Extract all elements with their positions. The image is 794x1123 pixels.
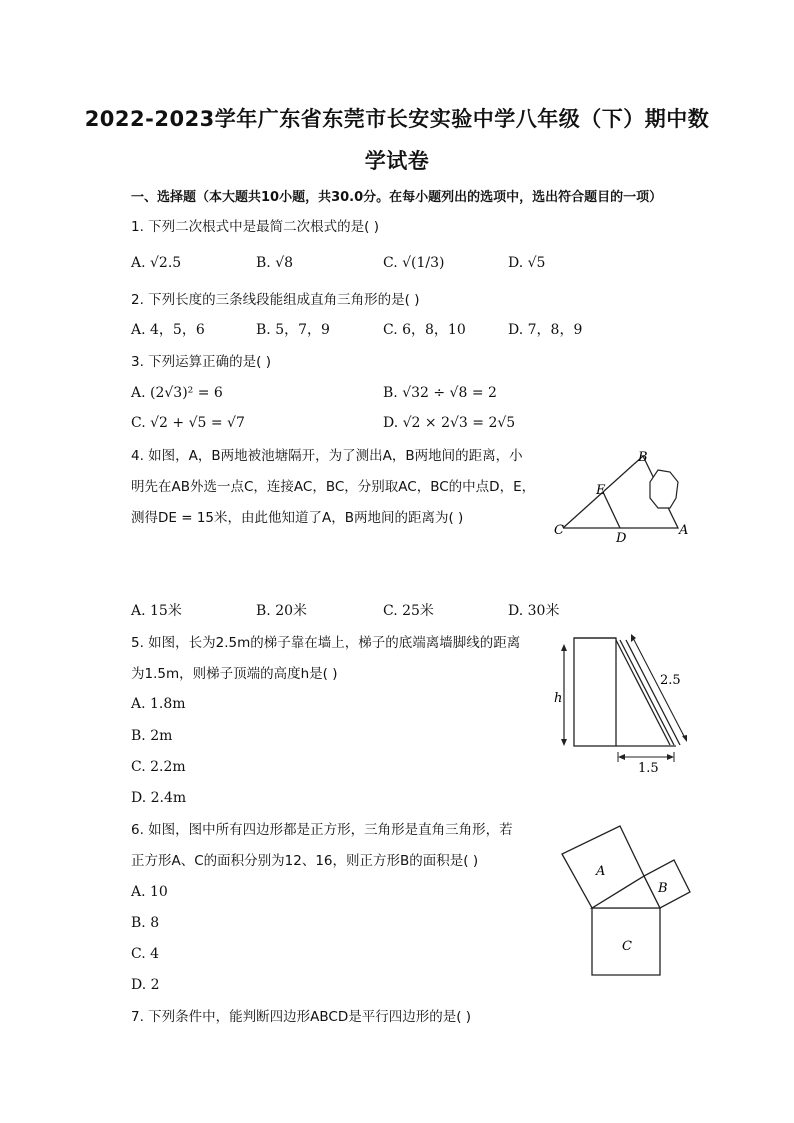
q2-stem: 2. 下列长度的三条线段能组成直角三角形的是( ) (131, 292, 420, 308)
q3-option-b: B. √32 ÷ √8 = 2 (383, 385, 497, 401)
q3-option-a: A. (2√3)² = 6 (131, 385, 223, 401)
q4-stem-line2: 明先在AB外选一点C，连接AC，BC，分别取AC，BC的中点D，E， (131, 479, 536, 495)
q6-stem-line2: 正方形A、C的面积分别为12、16，则正方形B的面积是( ) (131, 853, 479, 869)
q2-option-b: B. 5，7，9 (256, 322, 330, 338)
q1-option-a: A. √2.5 (131, 255, 182, 271)
exam-title-line2: 学试卷 (364, 149, 430, 173)
q5-stem-line2: 为1.5m，则梯子顶端的高度h是( ) (131, 666, 338, 682)
q4-stem-line3: 测得DE = 15米，由此他知道了A，B两地间的距离为( ) (131, 510, 464, 526)
q5-stem-line1: 5. 如图，长为2.5m的梯子靠在墙上，梯子的底端离墙脚线的距离 (131, 635, 521, 651)
q1-option-d: D. √5 (508, 255, 546, 271)
wall (574, 638, 616, 746)
q4-option-d: D. 30米 (508, 603, 560, 619)
q5-option-c: C. 2.2m (131, 759, 186, 775)
label-square-c: C (622, 939, 632, 954)
q4-triangle-figure (548, 446, 698, 546)
q6-option-d: D. 2 (131, 977, 160, 993)
label-2-5: 2.5 (660, 673, 681, 688)
label-b: B (638, 450, 648, 465)
q6-option-a: A. 10 (131, 884, 168, 900)
pond-shape (650, 470, 678, 508)
q1-stem: 1. 下列二次根式中是最简二次根式的是( ) (131, 219, 379, 235)
q2-option-c: C. 6，8，10 (383, 322, 466, 338)
q3-stem: 3. 下列运算正确的是( ) (131, 354, 271, 370)
label-square-b: B (658, 881, 668, 896)
segment-de (603, 492, 620, 528)
ladder-rail-2 (620, 640, 674, 745)
label-h: h (554, 691, 563, 706)
label-e: E (596, 483, 606, 498)
label-d: D (616, 531, 627, 546)
q6-option-b: B. 8 (131, 915, 160, 931)
q5-option-a: A. 1.8m (131, 696, 186, 712)
q6-squares-figure (556, 820, 696, 980)
label-square-a: A (596, 864, 606, 879)
q5-ladder-figure (546, 632, 696, 772)
q4-option-b: B. 20米 (256, 603, 308, 619)
q1-option-c: C. √(1/3) (383, 255, 445, 271)
q3-option-c: C. √2 + √5 = √7 (131, 415, 245, 431)
q3-option-d: D. √2 × 2√3 = 2√5 (383, 415, 516, 431)
section-heading: 一、选择题（本大题共10小题，共30.0分。在每小题列出的选项中，选出符合题目的一项） (131, 190, 663, 205)
exam-title-line1: 2022-2023学年广东省东莞市长安实验中学八年级（下）期中数 (84, 107, 710, 131)
q7-stem: 7. 下列条件中，能判断四边形ABCD是平行四边形的是( ) (131, 1009, 472, 1025)
ladder-rail-3 (626, 640, 680, 745)
q6-option-c: C. 4 (131, 946, 160, 962)
label-c: C (554, 523, 564, 538)
q4-stem-line1: 4. 如图，A，B两地被池塘隔开，为了测出A，B两地间的距离，小 (131, 448, 523, 464)
q1-option-b: B. √8 (256, 255, 294, 271)
label-a: A (679, 523, 689, 538)
q5-option-b: B. 2m (131, 728, 173, 744)
q4-option-c: C. 25米 (383, 603, 434, 619)
q2-option-a: A. 4，5，6 (131, 322, 205, 338)
q6-stem-line1: 6. 如图，图中所有四边形都是正方形，三角形是直角三角形，若 (131, 822, 513, 838)
q4-option-a: A. 15米 (131, 603, 182, 619)
q5-option-d: D. 2.4m (131, 790, 187, 806)
q2-option-d: D. 7，8，9 (508, 322, 583, 338)
label-1-5: 1.5 (638, 761, 659, 772)
